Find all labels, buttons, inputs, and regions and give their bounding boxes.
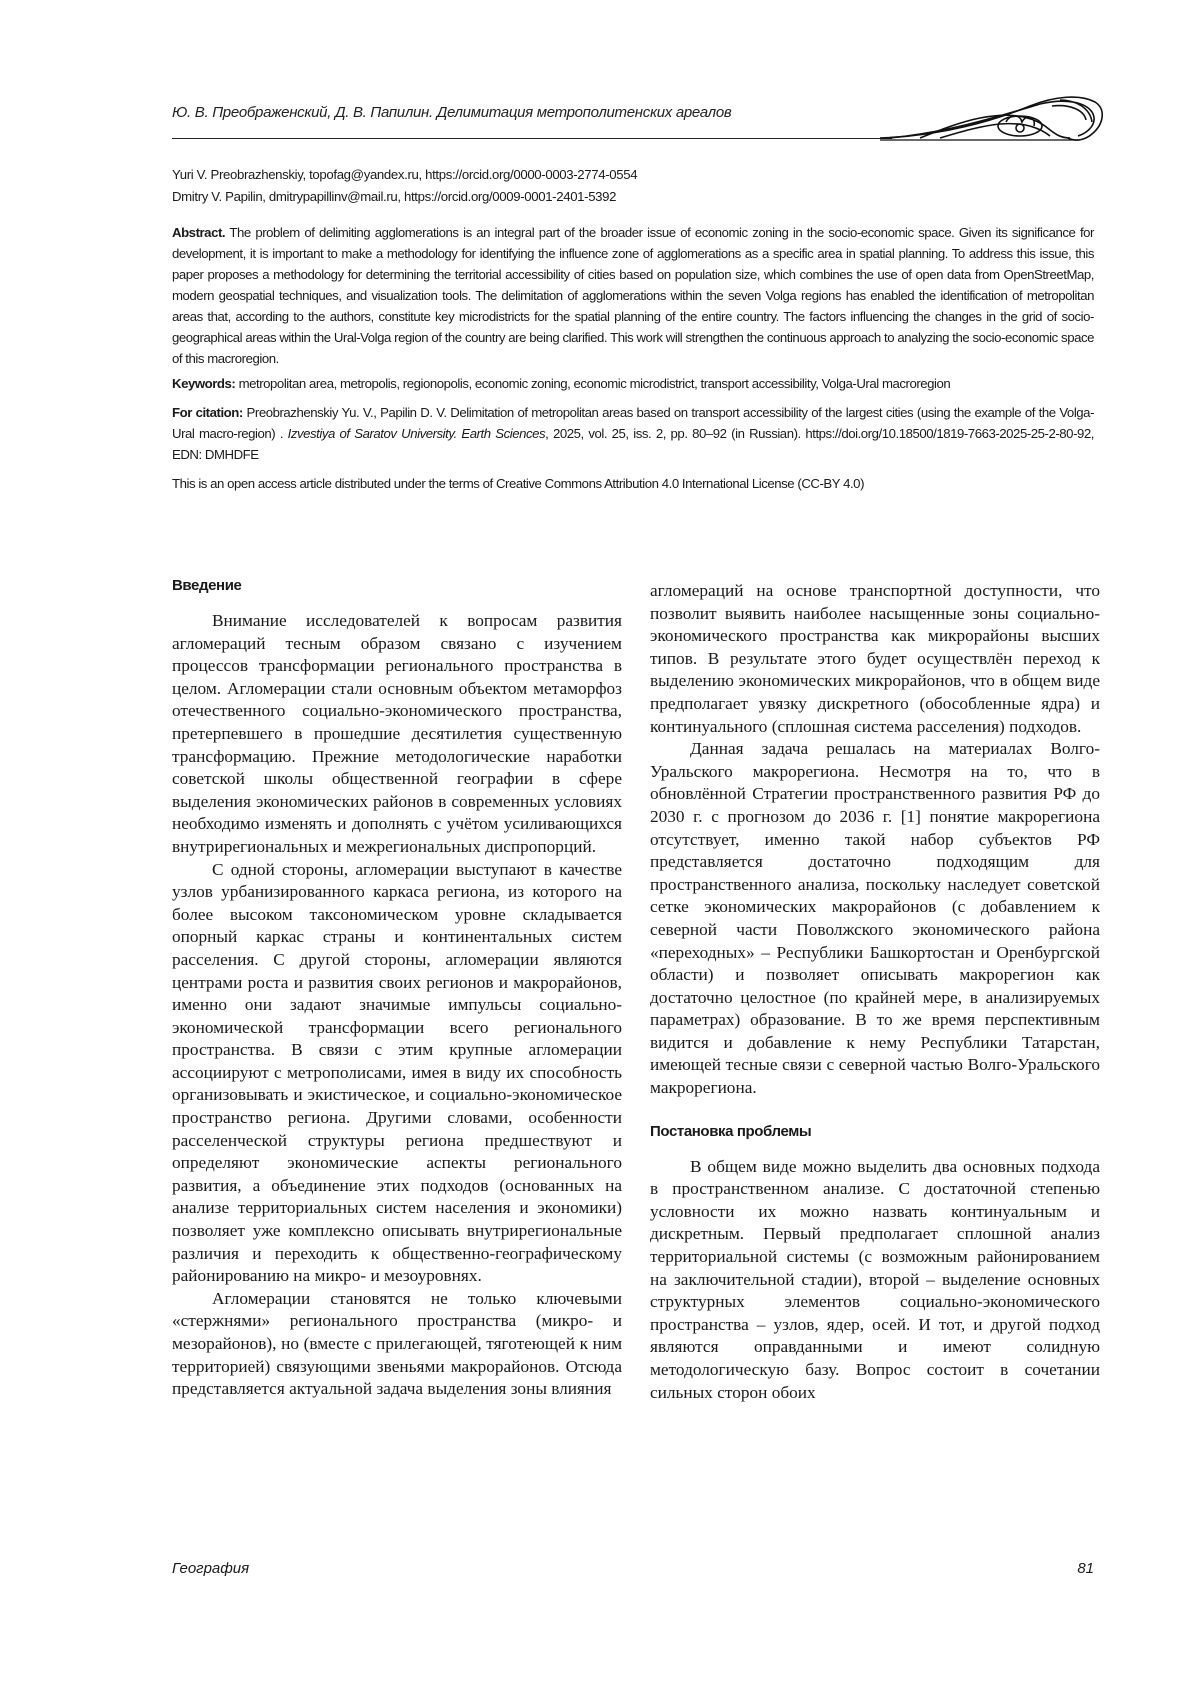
body-paragraph: Внимание исследователей к вопросам развития агломераций тесным образом связано с изучением процессов трансформации регионального пространства в целом. Агломерации стали основным объектом метаморфоз отечественного социально-экономического пространства, претерпевшего в прошедшие десятилетия существенную трансформацию. Прежние методологические наработки советской школы общественной географии в сфере выделения экономических районов в современных условиях необходимо изменять и дополнять с учётом усиливающихся внутрирегиональных и межрегиональных диспропорций.	[172, 611, 622, 856]
body-paragraph: Данная задача решалась на материалах Волго-Уральского макрорегиона. Несмотря на то, что в обновлённой Стратегии пространственного развития РФ до 2030 г. с прогнозом до 2036 г. [1] понятие макрорегиона отсутствует, именно такой набор субъектов РФ представляется достаточно подходящим для пространственного анализа, поскольку наследует советской сетке экономических макрорайонов (с добавлением к северной части Поволжского экономического района «переходных» – Республики Башкортостан и Оренбургской области) и позволяет описывать макрорегион как достаточно целостное (по крайней мере, в анализируемых параметрах) образование. В то же время перспективным видится и добавление к нему Республики Татарстан, имеющей тесные связи с северной частью Волго-Уральского макрорегиона.	[650, 739, 1100, 1098]
citation-text: Preobrazhenskiy Yu. V., Papilin D. V. Delimitation of metropolitan areas based on transport accessibility of the largest cities (using the example of the Volga-Ural macro-region) .	[172, 405, 1095, 441]
keywords	[172, 373, 1094, 394]
citation-journal: Izvestiya of Saratov University. Earth Sciences	[287, 426, 546, 441]
body-paragraph-continuation: агломераций на основе транспортной доступности, что позволит выявить наиболее насыщенные зоны социально-экономического пространства как микрорайоны высших типов. В результате этого будет осуществлён переход к выделению экономических микрорайонов, что в общем виде предполагает увязку дискретного (обособленные ядра) и континуального (сплошная система расселения) подходов.	[650, 581, 1100, 736]
page-number: 81	[1077, 1560, 1094, 1577]
header-rule	[172, 138, 892, 139]
footer-section: География	[172, 1560, 250, 1577]
running-title: Ю. В. Преображенский, Д. В. Папилин. Делимитация метрополитенских ареалов	[172, 104, 732, 121]
abstract-text: The problem of delimiting agglomerations is an integral part of the broader issue of economic zoning in the socio-economic space. Given its significance for development, it is important to make a methodology for identifying the influence zone of agglomerations as a specific area in spatial planning. To address this issue, this paper proposes a methodology for determining the territorial accessibility of cities based on population size, which combines the use of open data from OpenStreetMap, modern geospatial techniques, and visualization tools. The delimitation of agglomerations within the seven Volga regions has enabled the identification of metropolitan areas that, according to the authors, constitute key microdistricts for the spatial planning of the entire country. The factors influencing the changes in the grid of socio-geographical areas within the Ural-Volga region of the country are being clarified. This work will strengthen the continuous approach to analyzing the socio-economic space of this macroregion.	[172, 225, 1094, 366]
keywords-text: metropolitan area, metropolis, regionopolis, economic zoning, economic microdistrict, transport accessibility, Volga-Ural macroregion	[238, 376, 951, 391]
abstract-label: Abstract.	[172, 225, 226, 240]
license-notice: This is an open access article distributed under the terms of Creative Commons Attribution 4.0 International License (CC-BY 4.0)	[172, 476, 865, 491]
citation	[172, 402, 1094, 465]
citation-label: For citation:	[172, 405, 243, 420]
running-header	[172, 100, 1102, 150]
abstract-block	[172, 222, 1094, 498]
author-line: Dmitry V. Papilin, dmitrypapillinv@mail.ru, https://orcid.org/0009-0001-2401-5392	[172, 189, 617, 204]
abstract	[172, 222, 1094, 369]
body-paragraph: В общем виде можно выделить два основных подхода в пространственном анализе. С достаточной степенью условности их можно назвать континуальным и дискретным. Первый предполагает сплошной анализ территориальной системы (с возможным районированием на заключительной стадии), второй – выделение основных структурных элементов социально-экономического пространства – узлов, ядер, осей. И тот, и другой подход являются оправданными и имеют солидную методологическую базу. Вопрос состоит в сочетании сильных сторон обоих	[650, 1156, 1100, 1402]
art-nouveau-ornament-icon	[880, 92, 1108, 148]
left-column	[172, 576, 622, 1401]
keywords-label: Keywords:	[172, 376, 236, 391]
body-paragraph: С одной стороны, агломерации выступают в качестве узлов урбанизированного каркаса региона, из которого на более высоком таксономическом уровне складывается опорный каркас страны и континентальных систем расселения. С другой стороны, агломерации являются центрами роста и развития своих регионов и макрорайонов, именно они задают значимые импульсы социально-экономической трансформации всего регионального пространства. В связи с этим крупные агломерации ассоциируют с метрополисами, имея в виду их способность организовывать и экистическое, и социально-экономическое пространство региона. Другими словами, особенности расселенческой структуры региона предшествуют и определяют экономические аспекты регионального развития, а объединение этих подходов (основанных на анализе территориальных систем населения и экономики) позволяет уже комплексно описывать внутрирегиональные различия и переходить к общественно-географическому районированию на микро- и мезоуровнях.	[172, 859, 622, 1286]
section-heading-problem-statement: Постановка проблемы	[650, 1122, 812, 1140]
right-column	[650, 580, 1100, 1404]
citation-details: , 2025, vol. 25, iss. 2, pp. 80–92 (in Russian). https://doi.org/10.18500/1819-7663-2025-25-2-80-92, EDN: DMHDFE	[172, 426, 1094, 462]
section-heading-introduction: Введение	[172, 577, 242, 594]
author-list	[172, 164, 1072, 208]
author-line: Yuri V. Preobrazhenskiy, topofag@yandex.ru, https://orcid.org/0000-0003-2774-0554	[172, 167, 638, 182]
body-paragraph: Агломерации становятся не только ключевыми «стержнями» регионального пространства (микро- и мезорайонов), но (вместе с прилегающей, тяготеющей к ним территорией) связующими звеньями макрорайонов. Отсюда представляется актуальной задача выделения зоны влияния	[172, 1288, 622, 1399]
